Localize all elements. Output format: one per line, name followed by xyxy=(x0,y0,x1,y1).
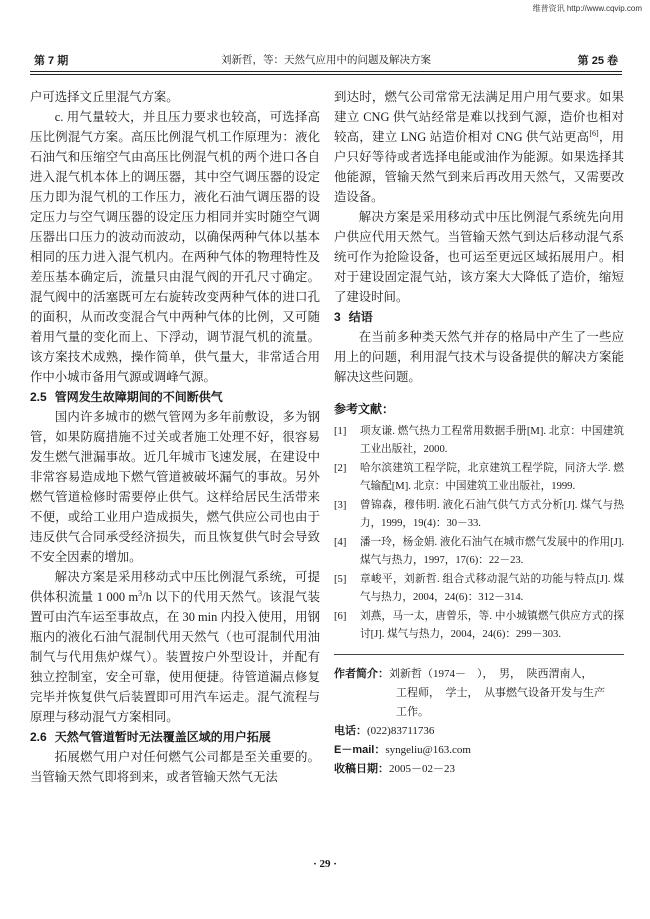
section-heading-3 xyxy=(334,307,624,327)
reference-number: [6] xyxy=(334,611,347,622)
author-bio-line: 工程师， 学士， 从事燃气设备开发与生产 xyxy=(396,687,605,699)
phone-label: 电话： xyxy=(334,725,367,737)
author-separator xyxy=(334,654,624,655)
citation-superscript: [6] xyxy=(589,128,599,138)
paragraph-mobile-solution xyxy=(30,567,320,727)
section-title: 天然气管道暂时无法覆盖区域的用户拓展 xyxy=(54,730,271,744)
running-title: 刘新哲，等：天然气应用中的问题及解决方案 xyxy=(221,54,431,66)
reference-item xyxy=(334,460,624,496)
text-segment: 解决方案是采用移动式中压比例混气系统，可提供体积流量 1 000 m xyxy=(30,570,320,604)
running-header xyxy=(30,52,622,70)
phone-value: (022)83711736 xyxy=(367,725,435,737)
references-title: 参考文献： xyxy=(334,402,395,416)
section-number: 2.6 xyxy=(30,730,47,744)
text-segment: 到达时，燃气公司常常无法满足用户用气要求。如果建立 CNG 供气站经常是难以找到气源，造价也相对较高，建立 LNG 站造价相对 CNG 供气站更高 xyxy=(334,90,624,144)
received-date-line xyxy=(334,760,624,779)
author-info xyxy=(334,665,624,779)
text-segment: /h 以下的代用天然气。该混气装置可由汽车运至事故点，在 30 min 内投入使用，用钢瓶内的液化石油气混制代用天然气（也可混制代用油制气与代用焦炉煤气）。装置按户外型设计，并配有独立控制室，安全可靠，使用便捷。待管道漏点修复完毕并恢复供气后装置即可用汽车运走。混气流程与原理与移动混气方案相同。 xyxy=(30,590,320,724)
issue-number: 第 7 期 xyxy=(34,55,69,67)
email-label: E－mail： xyxy=(334,744,386,756)
reference-item xyxy=(334,608,624,644)
author-email-line xyxy=(334,741,624,760)
paragraph-high-pressure-scheme: c. 用气量较大，并且压力要求也较高，可选择高压比例混气方案。高压比例混气机工作原理为：液化石油气和压缩空气由高压比例混气机的两个进口各自进入混气机本体上的调压器，其中空气调压器的设定压力即为混气机的工作压力，液化石油气调压器的设定压力与空气调压器的设定压力相同并实时随空气调压器出口压力的波动而波动，以确保两种气体以基本相同的压力进入混气机内。在两种气体的物理特性及差压基本确定后，流量只由混气阀的开孔尺寸确定。混气阀中的活塞既可左右旋转改变两种气体的进口孔的面积，从而改变混合气中两种气体的比例，又可随着用气量的变化而上、下浮动，调节混气机的流量。该方案技术成熟，操作简单，供气量大，非常适合用作中小城市备用气源或调峰气源。 xyxy=(30,110,320,384)
received-label: 收稿日期： xyxy=(334,763,389,775)
text-segment: ，用户只好等待或者选择电能或油作为能源。如果选择其他能源，管输天然气到来后再改用天然气，又需要改造设备。 xyxy=(334,130,624,204)
superscript: 3 xyxy=(138,588,143,598)
paragraph-conclusion: 在当前多种类天然气并存的格局中产生了一些应用上的问题，利用混气技术与设备提供的解决方案能解决这些问题。 xyxy=(334,330,624,384)
reference-item xyxy=(334,534,624,570)
author-bio-line xyxy=(334,665,624,684)
author-phone-line xyxy=(334,722,624,741)
reference-number: [5] xyxy=(334,574,347,585)
reference-number: [1] xyxy=(334,426,347,437)
reference-text: 潘一玲，杨金娟. 液化石油气在城市燃气发展中的作用[J]. 煤气与热力，1997，17(6)：22－23. xyxy=(360,537,624,566)
paragraph-pipeline-failure: 国内许多城市的燃气管网为多年前敷设，多为钢管，如果防腐措施不过关或者施工处理不好，很容易发生燃气泄漏事故。近几年城市飞速发展，在建设中非常容易造成地下燃气管道被破坏漏气的事故。另外燃气管道检修时需要停止供气。这样给居民生活带来不便，或给工业用户造成损失，燃气供应公司也由于违反供气合同承受经济损失，而且恢复供气时会导致不安全因素的增加。 xyxy=(30,410,320,564)
reference-text: 刘燕，马一太，唐曾乐，等. 中小城镇燃气供应方式的探讨[J]. 煤气与热力，2004，24(6)：299－303. xyxy=(360,611,624,640)
reference-text: 章峻平，刘新哲. 组合式移动混气站的功能与特点[J]. 煤气与热力，2004，24(6)：312－314. xyxy=(360,574,624,603)
paragraph-continued xyxy=(334,87,624,207)
reference-text: 曾锦森，穆伟明. 液化石油气供气方式分析[J]. 煤气与热力，1999，19(4)：30－33. xyxy=(360,500,624,529)
reference-text: 项友谦. 燃气热力工程常用数据手册[M]. 北京：中国建筑工业出版社，2000. xyxy=(360,426,624,455)
header-rule-thick xyxy=(30,71,622,72)
reference-text: 哈尔滨建筑工程学院，北京建筑工程学院，同济大学. 燃气输配[M]. 北京：中国建筑工业出版社，1999. xyxy=(360,463,624,492)
volume-number: 第 25 卷 xyxy=(577,55,618,67)
section-heading-2-5 xyxy=(30,387,320,407)
reference-number: [2] xyxy=(334,463,347,474)
section-number: 2.5 xyxy=(30,390,47,404)
reference-number: [3] xyxy=(334,500,347,511)
section-title: 管网发生故障期间的不间断供气 xyxy=(54,390,223,404)
author-label: 作者简介： xyxy=(334,668,389,680)
page-number: · 29 · xyxy=(313,858,337,870)
section-title: 结语 xyxy=(348,310,373,324)
author-bio-line: 工作。 xyxy=(396,706,429,718)
reference-item xyxy=(334,497,624,533)
reference-item xyxy=(334,571,624,607)
paragraph-user-expansion: 拓展燃气用户对任何燃气公司都是至关重要的。当管输天然气即将到来，或者管输天然气无法 xyxy=(30,750,320,784)
paragraph-continued: 户可选择文丘里混气方案。 xyxy=(30,90,179,104)
section-heading-2-6 xyxy=(30,727,320,747)
reference-number: [4] xyxy=(334,537,347,548)
header-rule-thin xyxy=(30,74,622,75)
paragraph-solution: 解决方案是采用移动式中压比例混气系统先向用户供应代用天然气。当管输天然气到达后移动混气系统可作为抢险设备，也可运至更远区域拓展用户。相对于建设固定混气站，该方案大大降低了造价，缩短了建设时间。 xyxy=(334,210,624,304)
author-bio: 刘新哲（1974－ ）， 男， 陕西渭南人， xyxy=(389,668,593,680)
section-number: 3 xyxy=(334,310,341,324)
reference-item xyxy=(334,423,624,459)
reference-list xyxy=(334,423,624,644)
received-value: 2005－02－23 xyxy=(389,763,455,775)
left-column xyxy=(30,87,320,787)
email-value: syngeliu@163.com xyxy=(385,744,471,756)
right-column xyxy=(334,87,624,779)
watermark-text: 维普资讯 http://www.cqvip.com xyxy=(532,4,642,13)
